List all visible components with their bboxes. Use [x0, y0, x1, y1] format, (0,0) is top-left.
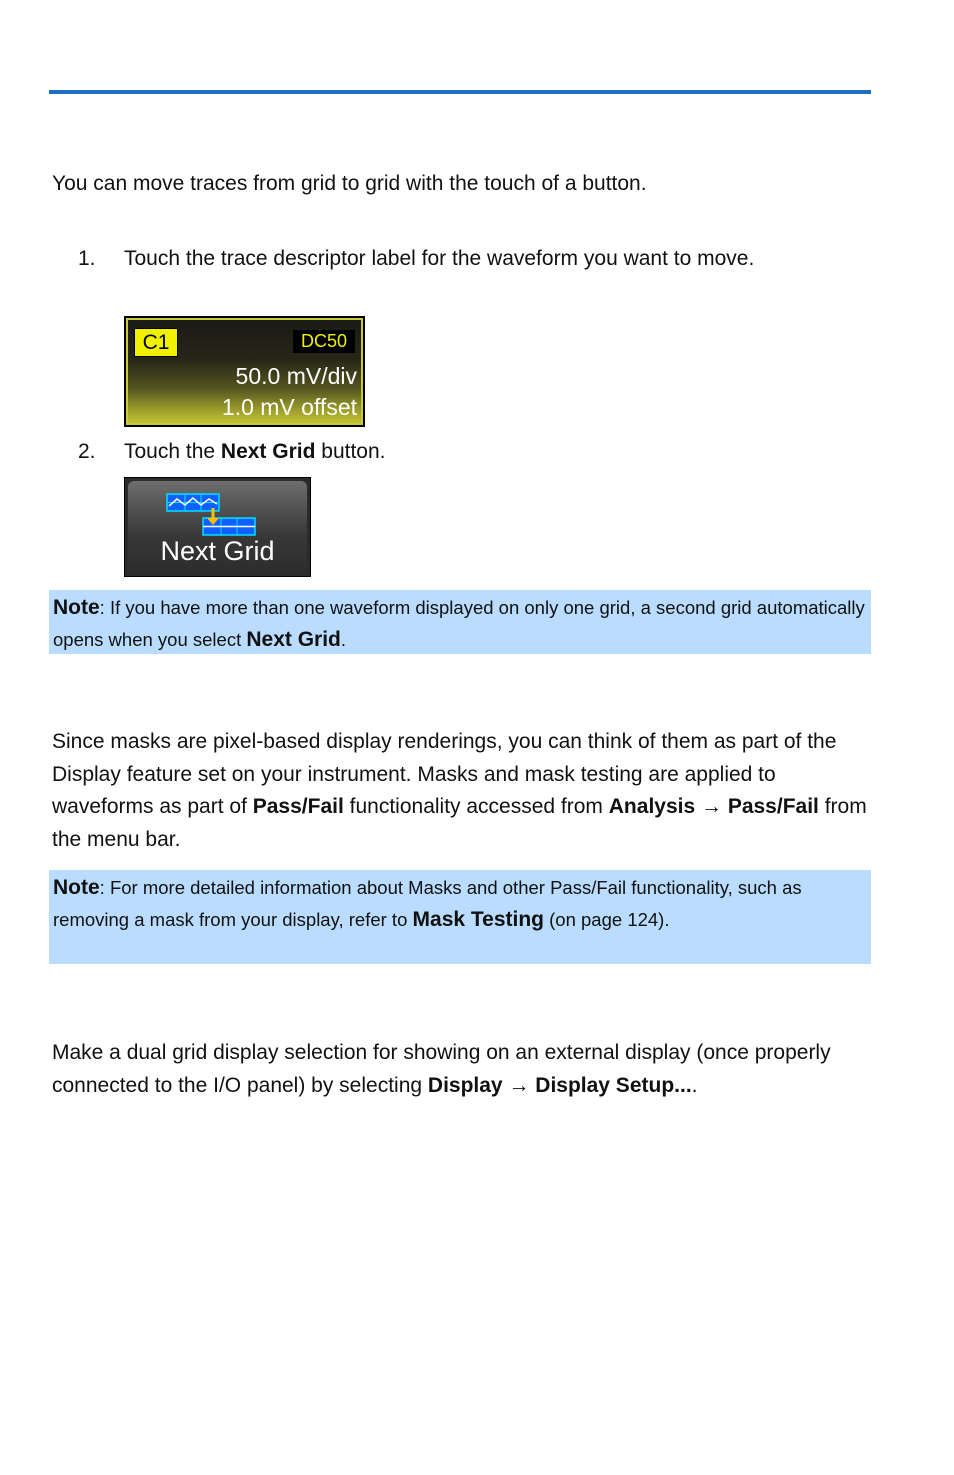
- channel-badge: C1: [134, 328, 178, 357]
- note-mask-testing: [49, 870, 871, 964]
- external-text-1: Make a dual grid display selection for showing on an external display (once properly connected to the I/O panel) by selecting: [52, 1041, 831, 1097]
- next-grid-button[interactable]: [124, 477, 311, 577]
- vertical-offset: 1.0 mV offset: [221, 394, 357, 420]
- masks-bold-2: Analysis → Pass/Fail: [608, 795, 819, 818]
- external-display-paragraph: [52, 1037, 867, 1102]
- note-page-ref: (on page 124).: [544, 909, 670, 930]
- step-number: 1.: [78, 247, 96, 270]
- grid-move-icon: [165, 492, 261, 542]
- step-text-post: button.: [315, 440, 386, 463]
- step-text: [124, 436, 838, 469]
- note-text: : For more detailed information about Masks and other Pass/Fail functionality, such as removing a mask from your display, refer to: [53, 877, 802, 930]
- masks-text-3: from the menu bar.: [52, 795, 867, 851]
- mask-testing-link[interactable]: Mask Testing: [412, 908, 544, 931]
- note-text: : If you have more than one waveform displayed on only one grid, a second grid automatically opens when you select: [53, 597, 865, 650]
- note-label: Note: [53, 596, 100, 619]
- vertical-scale: 50.0 mV/div: [235, 363, 357, 389]
- masks-paragraph: [52, 726, 867, 856]
- external-bold: Display → Display Setup...: [427, 1073, 692, 1097]
- external-text-2: .: [691, 1073, 698, 1097]
- masks-text-2: functionality accessed from: [343, 795, 609, 818]
- next-grid-label: Next Grid: [160, 536, 275, 566]
- note-label: Note: [53, 876, 100, 899]
- intro-paragraph: You can move traces from grid to grid with the touch of a button.: [52, 172, 647, 195]
- note-bold: Next Grid: [246, 628, 341, 651]
- step-text-bold: Next Grid: [220, 440, 316, 463]
- step-text: Touch the trace descriptor label for the waveform you want to move.: [124, 247, 755, 270]
- step-text-pre: Touch the: [124, 440, 221, 463]
- step-number: 2.: [78, 440, 96, 463]
- masks-text-1: Since masks are pixel-based display renderings, you can think of them as part of the Display feature set on your instrument. Masks and mask testing are applied to waveforms as part of: [52, 730, 837, 818]
- coupling-badge: DC50: [293, 330, 355, 353]
- masks-bold-1: Pass/Fail: [252, 795, 344, 818]
- note-end: .: [340, 629, 347, 650]
- header-rule: [49, 90, 871, 94]
- trace-descriptor-label[interactable]: [124, 316, 365, 427]
- note-next-grid: [49, 590, 871, 654]
